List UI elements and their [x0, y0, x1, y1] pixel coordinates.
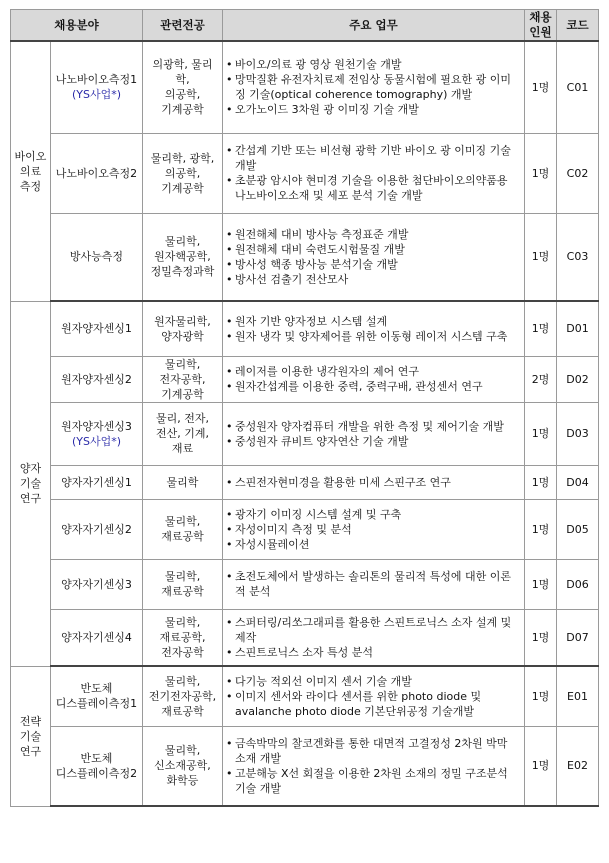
duties-cell [223, 499, 525, 559]
field-name: 양자자기센싱2 [61, 522, 132, 536]
duties-list [226, 569, 521, 599]
field-name: 원자양자센싱3 [61, 419, 132, 433]
duties-cell [223, 41, 525, 133]
header-code: 코드 [557, 10, 599, 42]
major-line: 물리학, [164, 357, 201, 371]
duties-cell [223, 213, 525, 301]
major-cell [143, 356, 223, 402]
major-cell [143, 41, 223, 133]
duties-cell [223, 666, 525, 726]
duties-list [226, 57, 521, 117]
table-row [11, 499, 599, 559]
major-line: 물리, 전자, [156, 412, 209, 425]
duty-item: • 망막질환 유전자치료제 전임상 동물시험에 필요한 광 이미징 기술(optical coherence tomography) 개발 [226, 72, 521, 102]
code-cell: D06 [557, 559, 599, 609]
area-label-line: 측정 [19, 179, 42, 193]
field-cell [51, 133, 143, 213]
code-cell: D05 [557, 499, 599, 559]
duty-item: • 광자기 이미징 시스템 설계 및 구축 [226, 507, 521, 522]
major-line: 물리학, [164, 235, 201, 249]
code-cell: D03 [557, 402, 599, 465]
field-name: 나노바이오측정2 [55, 166, 138, 180]
major-line: 정밀측정과학 [150, 265, 215, 279]
duty-item: • 원자 기반 양자정보 시스템 설계 [226, 314, 521, 329]
major-cell [143, 666, 223, 726]
major-cell [143, 213, 223, 301]
duty-item: • 바이오/의료 광 영상 원천기술 개발 [226, 57, 521, 72]
duties-list [226, 143, 521, 203]
code-cell: E01 [557, 666, 599, 726]
field-name: 양자자기센싱4 [61, 630, 132, 644]
headcount-cell: 1명 [525, 559, 557, 609]
table-row [11, 559, 599, 609]
major-line: 물리학 [166, 475, 199, 489]
field-name: 나노바이오측정1 [55, 73, 138, 87]
table-row [11, 666, 599, 726]
table-row [11, 402, 599, 465]
field-name: 양자자기센싱3 [61, 577, 132, 591]
code-cell: D04 [557, 465, 599, 499]
major-cell [143, 559, 223, 609]
major-cell [143, 301, 223, 356]
field-cell [51, 559, 143, 609]
duty-item: • 초전도체에서 발생하는 솔리톤의 물리적 특성에 대한 이론적 분석 [226, 569, 521, 599]
code-cell: C02 [557, 133, 599, 213]
recruitment-table [10, 9, 599, 807]
major-line: 물리학, [164, 615, 201, 629]
duties-list [226, 227, 521, 287]
duty-item: • 이미지 센서와 라이다 센서를 위한 photo diode 및 avalanche photo diode 기본단위공정 기술개발 [226, 689, 521, 719]
field-cell [51, 499, 143, 559]
area-label-line: 양자 [19, 462, 42, 475]
duty-item: • 원자 냉각 및 양자제어를 위한 이동형 레이저 시스템 구축 [226, 329, 521, 344]
duties-list [226, 314, 521, 344]
code-cell: D01 [557, 301, 599, 356]
headcount-cell: 1명 [525, 213, 557, 301]
code-cell: D02 [557, 356, 599, 402]
field-name: 반도체 [80, 682, 113, 696]
duty-item: • 중성원자 큐비트 양자연산 기술 개발 [226, 434, 521, 449]
major-line: 의광학, 물리학, [152, 58, 213, 87]
major-cell [143, 465, 223, 499]
table-row [11, 465, 599, 499]
field-cell [51, 609, 143, 666]
area-label-line: 기술 [19, 477, 42, 490]
duty-item: • 방사선 검출기 전산모사 [226, 272, 521, 287]
major-line: 물리학, 광학, [150, 151, 215, 165]
major-line: 전자공학 [161, 645, 204, 659]
major-line: 물리학, [164, 570, 201, 583]
area-label-line: 전략 [19, 714, 42, 728]
duties-cell [223, 726, 525, 806]
header-count: 채용 인원 [525, 10, 557, 42]
duties-list [226, 364, 521, 394]
headcount-cell: 1명 [525, 465, 557, 499]
field-name: 원자양자센싱2 [61, 372, 132, 386]
major-line: 전자공학, [159, 372, 206, 386]
duties-list [226, 419, 521, 449]
major-line: 물리학, [164, 744, 201, 758]
major-line: 전기전자공학, [148, 689, 217, 703]
headcount-cell: 1명 [525, 133, 557, 213]
major-line: 양자광학 [161, 329, 204, 343]
header-duties: 주요 업무 [223, 10, 525, 42]
major-line: 화학등 [166, 774, 199, 788]
duty-item: • 다기능 적외선 이미지 센서 기술 개발 [226, 674, 521, 689]
duties-list [226, 674, 521, 719]
header-row [11, 10, 599, 42]
headcount-cell: 1명 [525, 499, 557, 559]
major-line: 기계공학 [161, 103, 204, 117]
field-cell [51, 666, 143, 726]
major-line: 물리학, [164, 515, 201, 528]
major-cell [143, 402, 223, 465]
major-line: 전산, 기계, [156, 427, 209, 440]
code-cell: D07 [557, 609, 599, 666]
duty-item: • 간섭계 기반 또는 비선형 광학 기반 바이오 광 이미징 기술 개발 [226, 143, 521, 173]
table-row [11, 41, 599, 133]
duty-item: • 원전해체 대비 숙련도시험물질 개발 [226, 242, 521, 257]
duties-list [226, 507, 521, 552]
major-line: 의공학, [164, 88, 201, 102]
duties-cell [223, 133, 525, 213]
field-name: 방사능측정 [69, 250, 124, 264]
field-name: 원자양자센싱1 [61, 322, 132, 336]
field-cell [51, 726, 143, 806]
area-label-line: 연구 [19, 744, 42, 758]
table-row [11, 726, 599, 806]
code-cell: C03 [557, 213, 599, 301]
duties-cell [223, 402, 525, 465]
headcount-cell: 1명 [525, 301, 557, 356]
table-row [11, 301, 599, 356]
field-cell [51, 41, 143, 133]
major-line: 물리학, [164, 674, 201, 688]
duties-list [226, 736, 521, 796]
duty-item: • 레이저를 이용한 냉각원자의 제어 연구 [226, 364, 521, 379]
headcount-cell: 1명 [525, 609, 557, 666]
duties-cell [223, 465, 525, 499]
headcount-cell: 1명 [525, 41, 557, 133]
duties-cell [223, 301, 525, 356]
headcount-cell: 1명 [525, 402, 557, 465]
major-cell [143, 726, 223, 806]
field-name: 디스플레이측정1 [55, 697, 138, 711]
code-cell: E02 [557, 726, 599, 806]
duties-cell [223, 609, 525, 666]
area-cell [11, 41, 51, 301]
duty-item: • 자성시뮬레이션 [226, 537, 521, 552]
table-row [11, 213, 599, 301]
field-name: 양자자기센싱1 [61, 475, 132, 489]
header-area: 채용분야 [11, 10, 143, 42]
duties-cell [223, 356, 525, 402]
major-line: 기계공학 [161, 387, 204, 401]
project-tag: (YS사업*) [71, 434, 122, 448]
field-cell [51, 301, 143, 356]
field-name: 디스플레이측정2 [55, 766, 138, 780]
duty-item: • 중성원자 양자컴퓨터 개발을 위한 측정 및 제어기술 개발 [226, 419, 521, 434]
major-line: 의공학, [164, 166, 201, 180]
major-line: 원자물리학, [154, 314, 211, 328]
table-row [11, 356, 599, 402]
area-cell [11, 301, 51, 666]
project-tag: (YS사업*) [71, 88, 122, 102]
major-cell [143, 133, 223, 213]
table-row [11, 133, 599, 213]
duty-item: • 금속박막의 찰코겐화를 통한 대면적 고결정성 2차원 박막 소재 개발 [226, 736, 521, 766]
code-cell: C01 [557, 41, 599, 133]
duty-item: • 자성이미지 측정 및 분석 [226, 522, 521, 537]
duty-item: • 고분해능 X선 회절을 이용한 2차원 소재의 정밀 구조분석 기술 개발 [226, 766, 521, 796]
major-line: 재료공학, [159, 630, 206, 644]
duty-item: • 스핀트로닉스 소자 특성 분석 [226, 645, 521, 660]
major-line: 기계공학 [161, 181, 204, 195]
duty-item: • 스핀전자현미경을 활용한 미세 스핀구조 연구 [226, 475, 521, 490]
major-line: 신소재공학, [154, 759, 211, 773]
field-cell [51, 213, 143, 301]
headcount-cell: 1명 [525, 666, 557, 726]
duties-list [226, 475, 521, 490]
duties-cell [223, 559, 525, 609]
field-cell [51, 402, 143, 465]
duty-item: • 오가노이드 3차원 광 이미징 기술 개발 [226, 102, 521, 117]
field-name: 반도체 [80, 751, 113, 765]
duty-item: • 원자간섭계를 이용한 중력, 중력구배, 관성센서 연구 [226, 379, 521, 394]
duty-item: • 원전해체 대비 방사능 측정표준 개발 [226, 227, 521, 242]
major-line: 재료공학 [161, 585, 204, 598]
duty-item: • 초분광 암시야 현미경 기술을 이용한 첨단바이오의약품용 나노바이오소재 및 세포 분석 기술 개발 [226, 173, 521, 203]
area-label-line: 연구 [19, 492, 42, 505]
duty-item: • 스퍼터링/리쏘그래피를 활용한 스핀트로닉스 소자 설계 및 제작 [226, 615, 521, 645]
area-label-line: 기술 [19, 729, 42, 743]
headcount-cell: 1명 [525, 726, 557, 806]
table-row [11, 609, 599, 666]
area-cell [11, 666, 51, 806]
major-line: 재료 [171, 442, 194, 455]
area-label-line: 의료 [19, 164, 42, 178]
duty-item: • 방사성 핵종 방사능 분석기술 개발 [226, 257, 521, 272]
duties-list [226, 615, 521, 660]
field-cell [51, 356, 143, 402]
header-major: 관련전공 [143, 10, 223, 42]
major-line: 재료공학 [161, 704, 204, 718]
area-label-line: 바이오 [14, 149, 47, 163]
major-cell [143, 499, 223, 559]
headcount-cell: 2명 [525, 356, 557, 402]
major-cell [143, 609, 223, 666]
major-line: 재료공학 [161, 530, 204, 543]
major-line: 원자핵공학, [154, 250, 211, 264]
field-cell [51, 465, 143, 499]
